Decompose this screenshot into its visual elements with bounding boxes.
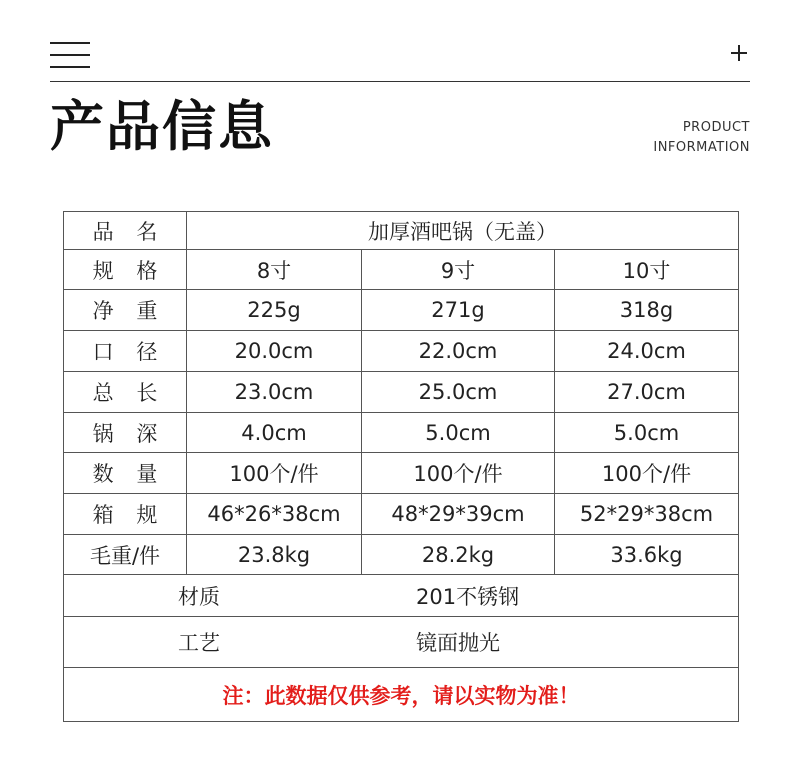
subtitle-line-2: INFORMATION xyxy=(653,140,750,155)
table-row xyxy=(64,413,739,453)
cell-value: 5.0cm xyxy=(555,413,739,453)
spec-table xyxy=(63,211,739,722)
header-divider xyxy=(50,81,750,82)
cell-value: 25.0cm xyxy=(362,372,555,413)
row-label: 品 名 xyxy=(64,212,187,250)
plus-icon[interactable] xyxy=(729,43,749,63)
cell-value: 225g xyxy=(187,290,362,331)
cell-value: 23.8kg xyxy=(187,535,362,575)
row-label: 口 径 xyxy=(64,331,187,372)
cell-value: 271g xyxy=(362,290,555,331)
cell-value: 4.0cm xyxy=(187,413,362,453)
row-label: 毛重/件 xyxy=(64,535,187,575)
table-row-note xyxy=(64,668,739,722)
cell-value: 20.0cm xyxy=(187,331,362,372)
table-row xyxy=(64,453,739,494)
cell-value: 318g xyxy=(555,290,739,331)
cell-value: 9寸 xyxy=(362,250,555,290)
cell-value: 100个/件 xyxy=(187,453,362,494)
table-row-craft xyxy=(64,617,739,668)
table-row xyxy=(64,331,739,372)
material-value: 201不锈钢 xyxy=(416,584,520,609)
product-name-value: 加厚酒吧锅（无盖） xyxy=(187,212,739,250)
page-title: 产品信息 xyxy=(50,95,274,158)
disclaimer-note: 注：此数据仅供参考，请以实物为准！ xyxy=(64,668,739,722)
cell-value: 27.0cm xyxy=(555,372,739,413)
cell-value: 24.0cm xyxy=(555,331,739,372)
craft-value: 镜面抛光 xyxy=(416,631,500,655)
table-row xyxy=(64,535,739,575)
row-label: 规 格 xyxy=(64,250,187,290)
cell-value: 52*29*38cm xyxy=(555,494,739,535)
row-label: 锅 深 xyxy=(64,413,187,453)
material-label: 材质 xyxy=(178,584,220,609)
craft-label: 工艺 xyxy=(178,631,220,655)
cell-value: 48*29*39cm xyxy=(362,494,555,535)
table-row xyxy=(64,250,739,290)
menu-icon[interactable] xyxy=(50,42,90,68)
table-row-material xyxy=(64,575,739,617)
table-row xyxy=(64,372,739,413)
row-label: 净 重 xyxy=(64,290,187,331)
cell-value: 23.0cm xyxy=(187,372,362,413)
table-row-product-name xyxy=(64,212,739,250)
cell-value: 46*26*38cm xyxy=(187,494,362,535)
table-row xyxy=(64,494,739,535)
row-label: 数 量 xyxy=(64,453,187,494)
cell-value: 100个/件 xyxy=(362,453,555,494)
cell-value: 5.0cm xyxy=(362,413,555,453)
row-label: 箱 规 xyxy=(64,494,187,535)
page-subtitle xyxy=(653,118,750,158)
cell-value: 28.2kg xyxy=(362,535,555,575)
cell-value: 100个/件 xyxy=(555,453,739,494)
cell-value: 10寸 xyxy=(555,250,739,290)
cell-value: 33.6kg xyxy=(555,535,739,575)
table-row xyxy=(64,290,739,331)
subtitle-line-1: PRODUCT xyxy=(682,120,750,135)
row-label: 总 长 xyxy=(64,372,187,413)
cell-value: 8寸 xyxy=(187,250,362,290)
cell-value: 22.0cm xyxy=(362,331,555,372)
